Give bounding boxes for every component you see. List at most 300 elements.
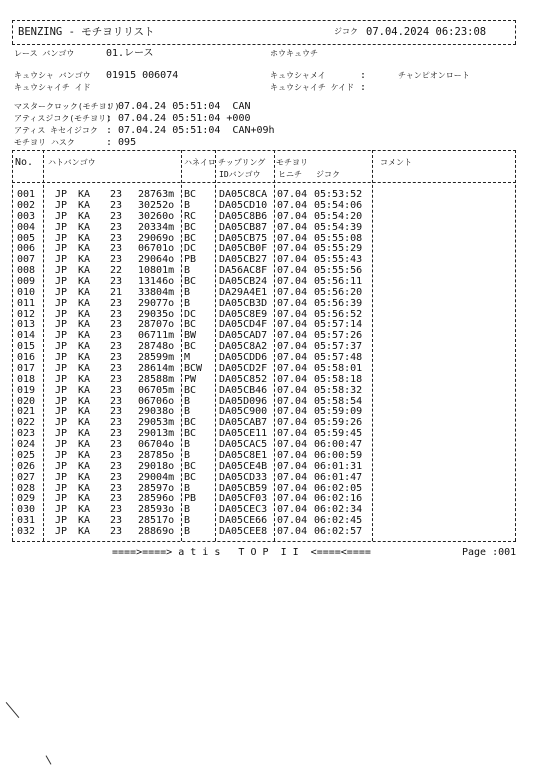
cell-date: 07.04 xyxy=(277,330,308,342)
cell-year: 23 xyxy=(110,341,123,353)
cell-chip: DA05C8E9 xyxy=(219,308,268,320)
app-title: BENZING - モチヨリリスト xyxy=(18,26,155,38)
cell-chip: DA05CD10 xyxy=(219,199,268,211)
cell-time: 05:57:26 xyxy=(314,330,363,342)
cell-wing: BC xyxy=(184,384,197,396)
atis-time-value: : 07.04.24 05:51:04 +000 xyxy=(106,113,251,124)
cell-date: 07.04 xyxy=(277,417,308,429)
cell-date: 07.04 xyxy=(277,384,308,396)
cell-year: 23 xyxy=(110,232,123,244)
cell-country: JP xyxy=(55,341,68,353)
cell-date: 07.04 xyxy=(277,254,308,266)
header-left-border xyxy=(12,20,13,44)
cell-date: 07.04 xyxy=(277,297,308,309)
cell-year: 23 xyxy=(110,428,123,440)
cell-ring: 29077o xyxy=(138,297,175,309)
cell-org: KA xyxy=(78,395,91,407)
cell-country: JP xyxy=(55,210,68,222)
col-header-arrival: モチヨリ xyxy=(276,158,308,167)
time-label: ジコク xyxy=(334,27,358,36)
cell-chip: DA05CE11 xyxy=(219,428,268,440)
table-rule-arrival xyxy=(372,150,373,541)
cell-time: 05:58:18 xyxy=(314,373,363,385)
cell-time: 05:59:26 xyxy=(314,417,363,429)
cell-year: 23 xyxy=(110,471,123,483)
cell-country: JP xyxy=(55,221,68,233)
cell-time: 05:58:54 xyxy=(314,395,363,407)
table-rule-chip xyxy=(274,150,275,541)
cell-country: JP xyxy=(55,439,68,450)
cell-country: JP xyxy=(55,308,68,320)
cell-wing: BC xyxy=(184,276,197,287)
cell-chip: DA05CB59 xyxy=(219,482,268,494)
cell-year: 23 xyxy=(110,297,123,309)
cell-no: 022 xyxy=(17,417,36,429)
club-name-separator: : xyxy=(360,70,367,81)
master-clock-value: : 07.04.24 05:51:04 CAN xyxy=(106,101,251,112)
cell-time: 06:02:45 xyxy=(314,515,363,527)
cell-no: 032 xyxy=(17,526,36,537)
cell-date: 07.04 xyxy=(277,471,308,483)
cell-wing: B xyxy=(184,297,191,309)
cell-no: 002 xyxy=(17,199,36,211)
cell-country: JP xyxy=(55,297,68,309)
club-name-label: キュウシャメイ xyxy=(270,71,326,80)
club-name-value: チャンピオンロート xyxy=(398,71,470,80)
cell-ring: 13146o xyxy=(138,276,175,287)
cell-org: KA xyxy=(78,449,91,461)
cell-org: KA xyxy=(78,504,91,516)
table-header-rule xyxy=(12,182,516,183)
col-header-comment: コメント xyxy=(380,158,412,167)
scan-mark xyxy=(46,755,52,764)
cell-date: 07.04 xyxy=(277,319,308,331)
cell-org: KA xyxy=(78,308,91,320)
cell-country: JP xyxy=(55,515,68,527)
longitude-label: キュウシャイチ ケイド xyxy=(270,83,355,92)
cell-wing: PW xyxy=(184,373,197,385)
cell-ring: 28588m xyxy=(138,373,175,385)
cell-no: 008 xyxy=(17,265,36,277)
cell-country: JP xyxy=(55,449,68,461)
cell-chip: DA05CEE8 xyxy=(219,526,268,537)
cell-country: JP xyxy=(55,373,68,385)
cell-time: 05:55:43 xyxy=(314,254,363,266)
cell-country: JP xyxy=(55,319,68,331)
cell-ring: 28614m xyxy=(138,362,175,374)
cell-time: 06:02:05 xyxy=(314,482,363,494)
cell-chip: DA05C900 xyxy=(219,406,268,418)
cell-country: JP xyxy=(55,254,68,266)
cell-date: 07.04 xyxy=(277,460,308,472)
cell-country: JP xyxy=(55,384,68,396)
cell-wing: BC xyxy=(184,319,197,331)
cell-wing: BC xyxy=(184,341,197,353)
longitude-separator: : xyxy=(360,82,367,93)
cell-country: JP xyxy=(55,232,68,244)
cell-no: 003 xyxy=(17,210,36,222)
cell-ring: 28597o xyxy=(138,482,175,494)
cell-ring: 06706o xyxy=(138,395,175,407)
cell-ring: 20334m xyxy=(138,221,175,233)
cell-org: KA xyxy=(78,286,91,298)
cell-ring: 28517o xyxy=(138,515,175,527)
cell-chip: DA05CE4B xyxy=(219,460,268,472)
cell-year: 23 xyxy=(110,493,123,505)
cell-wing: PB xyxy=(184,493,197,505)
cell-country: JP xyxy=(55,428,68,440)
cell-ring: 28599m xyxy=(138,352,175,363)
cell-chip: DA05CD4F xyxy=(219,319,268,331)
cell-chip: DA05CB46 xyxy=(219,384,268,396)
table-rule-ring xyxy=(181,150,182,541)
cell-year: 23 xyxy=(110,449,123,461)
cell-ring: 29069o xyxy=(138,232,175,244)
cell-org: KA xyxy=(78,199,91,211)
cell-time: 05:55:29 xyxy=(314,243,363,255)
cell-wing: B xyxy=(184,482,191,494)
cell-chip: DA05CAB7 xyxy=(219,417,268,429)
cell-year: 23 xyxy=(110,395,123,407)
cell-time: 05:56:11 xyxy=(314,276,363,287)
cell-time: 05:55:56 xyxy=(314,265,363,277)
cell-wing: B xyxy=(184,265,191,277)
cell-ring: 06711m xyxy=(138,330,175,342)
cell-chip: DA05CAC5 xyxy=(219,439,268,450)
table-rule-no xyxy=(43,150,44,541)
cell-no: 020 xyxy=(17,395,36,407)
cell-date: 07.04 xyxy=(277,221,308,233)
cell-wing: B xyxy=(184,199,191,211)
cell-year: 22 xyxy=(110,265,123,277)
table-rule-wing xyxy=(215,150,216,541)
cell-year: 23 xyxy=(110,330,123,342)
cell-no: 023 xyxy=(17,428,36,440)
cell-wing: BC xyxy=(184,232,197,244)
cell-org: KA xyxy=(78,254,91,266)
cell-time: 05:53:52 xyxy=(314,189,363,200)
cell-chip: DA05CB3D xyxy=(219,297,268,309)
cell-wing: B xyxy=(184,439,191,450)
cell-time: 06:01:47 xyxy=(314,471,363,483)
cell-time: 05:57:37 xyxy=(314,341,363,353)
cell-ring: 29064o xyxy=(138,254,175,266)
cell-time: 05:58:32 xyxy=(314,384,363,396)
cell-date: 07.04 xyxy=(277,373,308,385)
cell-time: 05:58:01 xyxy=(314,362,363,374)
cell-chip: DA05CE66 xyxy=(219,515,268,527)
cell-date: 07.04 xyxy=(277,493,308,505)
cell-no: 025 xyxy=(17,449,36,461)
cell-ring: 06704o xyxy=(138,439,175,450)
cell-chip: DA05CB27 xyxy=(219,254,268,266)
footer-banner: ====>====> a t i s T O P I I <====<==== xyxy=(112,547,371,558)
cell-country: JP xyxy=(55,493,68,505)
table-left-border xyxy=(12,150,13,541)
cell-year: 23 xyxy=(110,373,123,385)
col-header-no: No. xyxy=(15,157,34,168)
cell-country: JP xyxy=(55,286,68,298)
cell-wing: BC xyxy=(184,417,197,429)
cell-time: 05:54:06 xyxy=(314,199,363,211)
cell-ring: 06705m xyxy=(138,384,175,396)
cell-year: 23 xyxy=(110,504,123,516)
cell-ring: 29004m xyxy=(138,471,175,483)
cell-org: KA xyxy=(78,210,91,222)
cell-country: JP xyxy=(55,504,68,516)
cell-wing: DC xyxy=(184,308,197,320)
cell-ring: 29035o xyxy=(138,308,175,320)
cell-ring: 10801m xyxy=(138,265,175,277)
atis-time-label: アティスジコク(モチヨリ) xyxy=(14,114,111,123)
header-bottom-rule xyxy=(12,44,516,45)
basket-label: モチヨリ ハスク xyxy=(14,138,75,147)
col-header-time: ジコク xyxy=(316,170,340,179)
cell-country: JP xyxy=(55,352,68,363)
cell-ring: 33804m xyxy=(138,286,175,298)
cell-chip: DA05C8A2 xyxy=(219,341,268,353)
cell-no: 029 xyxy=(17,493,36,505)
club-number-value: 01915 006074 xyxy=(106,70,179,81)
cell-year: 23 xyxy=(110,210,123,222)
cell-ring: 30260o xyxy=(138,210,175,222)
cell-time: 05:59:45 xyxy=(314,428,363,440)
cell-ring: 28748o xyxy=(138,341,175,353)
cell-org: KA xyxy=(78,276,91,287)
cell-wing: B xyxy=(184,286,191,298)
cell-org: KA xyxy=(78,417,91,429)
cell-wing: B xyxy=(184,395,191,407)
cell-year: 23 xyxy=(110,439,123,450)
cell-wing: B xyxy=(184,515,191,527)
cell-time: 05:57:14 xyxy=(314,319,363,331)
cell-no: 013 xyxy=(17,319,36,331)
cell-org: KA xyxy=(78,493,91,505)
cell-chip: DA05CB24 xyxy=(219,276,268,287)
cell-time: 05:54:20 xyxy=(314,210,363,222)
cell-time: 05:56:20 xyxy=(314,286,363,298)
table-right-border xyxy=(515,150,516,541)
cell-country: JP xyxy=(55,276,68,287)
cell-date: 07.04 xyxy=(277,189,308,200)
cell-no: 006 xyxy=(17,243,36,255)
cell-no: 009 xyxy=(17,276,36,287)
cell-year: 23 xyxy=(110,417,123,429)
cell-time: 06:00:59 xyxy=(314,449,363,461)
col-header-wing: ハネイロ xyxy=(184,158,216,167)
cell-chip: DA05CB75 xyxy=(219,232,268,244)
cell-date: 07.04 xyxy=(277,428,308,440)
cell-org: KA xyxy=(78,189,91,200)
master-clock-label: マスタークロック(モチヨリ) xyxy=(14,102,120,111)
cell-date: 07.04 xyxy=(277,515,308,527)
col-header-chip-id: IDバンゴウ xyxy=(219,170,261,179)
cell-date: 07.04 xyxy=(277,341,308,353)
cell-wing: B xyxy=(184,449,191,461)
cell-date: 07.04 xyxy=(277,199,308,211)
cell-org: KA xyxy=(78,482,91,494)
cell-chip: DA05CDD6 xyxy=(219,352,268,363)
cell-date: 07.04 xyxy=(277,243,308,255)
cell-chip: DA29A4E1 xyxy=(219,286,268,298)
cell-org: KA xyxy=(78,265,91,277)
page-number: Page :001 xyxy=(462,547,517,558)
cell-year: 23 xyxy=(110,189,123,200)
cell-no: 019 xyxy=(17,384,36,396)
cell-no: 031 xyxy=(17,515,36,527)
col-header-chip: チップリング xyxy=(218,158,266,167)
cell-chip: DA05CF03 xyxy=(219,493,268,505)
cell-time: 05:57:48 xyxy=(314,352,363,363)
atis-reg-time-value: : 07.04.24 05:51:04 CAN+09h xyxy=(106,125,275,136)
cell-org: KA xyxy=(78,362,91,374)
cell-no: 030 xyxy=(17,504,36,516)
cell-wing: BC xyxy=(184,428,197,440)
release-place-label: ホウキュウチ xyxy=(270,49,318,58)
cell-year: 23 xyxy=(110,243,123,255)
scan-mark xyxy=(6,702,20,718)
cell-org: KA xyxy=(78,515,91,527)
cell-time: 05:54:39 xyxy=(314,221,363,233)
cell-date: 07.04 xyxy=(277,526,308,537)
cell-country: JP xyxy=(55,460,68,472)
cell-org: KA xyxy=(78,460,91,472)
cell-time: 05:56:52 xyxy=(314,308,363,320)
cell-time: 06:02:57 xyxy=(314,526,363,537)
cell-chip: DA05CD2F xyxy=(219,362,268,374)
cell-date: 07.04 xyxy=(277,308,308,320)
cell-no: 005 xyxy=(17,232,36,244)
cell-country: JP xyxy=(55,362,68,374)
cell-time: 06:02:34 xyxy=(314,504,363,516)
cell-wing: M xyxy=(184,352,191,363)
cell-country: JP xyxy=(55,482,68,494)
cell-org: KA xyxy=(78,319,91,331)
header-top-rule xyxy=(12,20,516,21)
cell-org: KA xyxy=(78,232,91,244)
cell-wing: BC xyxy=(184,221,197,233)
cell-chip: DA05C8CA xyxy=(219,189,268,200)
cell-date: 07.04 xyxy=(277,232,308,244)
cell-ring: 28596o xyxy=(138,493,175,505)
cell-no: 001 xyxy=(17,189,36,200)
cell-no: 028 xyxy=(17,482,36,494)
cell-wing: BCW xyxy=(184,362,203,374)
cell-no: 021 xyxy=(17,406,36,418)
cell-date: 07.04 xyxy=(277,395,308,407)
cell-org: KA xyxy=(78,384,91,396)
cell-year: 23 xyxy=(110,515,123,527)
cell-year: 23 xyxy=(110,199,123,211)
cell-country: JP xyxy=(55,330,68,342)
cell-no: 016 xyxy=(17,352,36,363)
cell-date: 07.04 xyxy=(277,352,308,363)
cell-wing: B xyxy=(184,406,191,418)
cell-org: KA xyxy=(78,471,91,483)
cell-no: 014 xyxy=(17,330,36,342)
cell-org: KA xyxy=(78,330,91,342)
cell-country: JP xyxy=(55,243,68,255)
cell-org: KA xyxy=(78,526,91,537)
cell-country: JP xyxy=(55,189,68,200)
cell-country: JP xyxy=(55,526,68,537)
cell-year: 23 xyxy=(110,254,123,266)
cell-ring: 29038o xyxy=(138,406,175,418)
col-header-date: ヒニチ xyxy=(278,170,302,179)
table-top-rule xyxy=(12,150,516,151)
cell-year: 23 xyxy=(110,308,123,320)
cell-wing: RC xyxy=(184,210,197,222)
cell-ring: 30252o xyxy=(138,199,175,211)
cell-date: 07.04 xyxy=(277,406,308,418)
cell-year: 23 xyxy=(110,276,123,287)
cell-no: 018 xyxy=(17,373,36,385)
cell-ring: 28869o xyxy=(138,526,175,537)
cell-time: 05:55:08 xyxy=(314,232,363,244)
cell-ring: 29018o xyxy=(138,460,175,472)
cell-wing: BW xyxy=(184,330,197,342)
cell-no: 017 xyxy=(17,362,36,374)
cell-time: 05:56:39 xyxy=(314,297,363,309)
cell-org: KA xyxy=(78,406,91,418)
cell-wing: B xyxy=(184,504,191,516)
cell-ring: 28707o xyxy=(138,319,175,331)
cell-country: JP xyxy=(55,406,68,418)
race-number-label: レース バンゴウ xyxy=(14,49,75,58)
cell-ring: 29053m xyxy=(138,417,175,429)
cell-org: KA xyxy=(78,341,91,353)
cell-no: 026 xyxy=(17,460,36,472)
cell-chip: DA56AC8F xyxy=(219,265,268,277)
cell-ring: 28785o xyxy=(138,449,175,461)
cell-no: 011 xyxy=(17,297,36,309)
cell-no: 027 xyxy=(17,471,36,483)
cell-org: KA xyxy=(78,352,91,363)
cell-date: 07.04 xyxy=(277,482,308,494)
cell-time: 06:01:31 xyxy=(314,460,363,472)
cell-country: JP xyxy=(55,471,68,483)
cell-date: 07.04 xyxy=(277,265,308,277)
cell-chip: DA05CB0F xyxy=(219,243,268,255)
cell-no: 024 xyxy=(17,439,36,450)
cell-date: 07.04 xyxy=(277,210,308,222)
cell-wing: BC xyxy=(184,460,197,472)
cell-time: 06:00:47 xyxy=(314,439,363,450)
cell-year: 23 xyxy=(110,482,123,494)
cell-org: KA xyxy=(78,373,91,385)
cell-date: 07.04 xyxy=(277,276,308,287)
cell-org: KA xyxy=(78,439,91,450)
club-number-label: キュウシャ バンゴウ xyxy=(14,71,91,80)
cell-date: 07.04 xyxy=(277,362,308,374)
cell-country: JP xyxy=(55,395,68,407)
atis-reg-time-label: アティス キセイジコク xyxy=(14,126,98,135)
cell-ring: 28763m xyxy=(138,189,175,200)
basket-value: : 095 xyxy=(106,137,137,148)
cell-no: 007 xyxy=(17,254,36,266)
cell-country: JP xyxy=(55,199,68,211)
cell-year: 23 xyxy=(110,406,123,418)
cell-year: 23 xyxy=(110,221,123,233)
cell-chip: DA05CB87 xyxy=(219,221,268,233)
cell-date: 07.04 xyxy=(277,286,308,298)
cell-chip: DA05CD33 xyxy=(219,471,268,483)
cell-year: 23 xyxy=(110,352,123,363)
cell-org: KA xyxy=(78,297,91,309)
cell-date: 07.04 xyxy=(277,504,308,516)
cell-no: 010 xyxy=(17,286,36,298)
cell-chip: DA05CEC3 xyxy=(219,504,268,516)
